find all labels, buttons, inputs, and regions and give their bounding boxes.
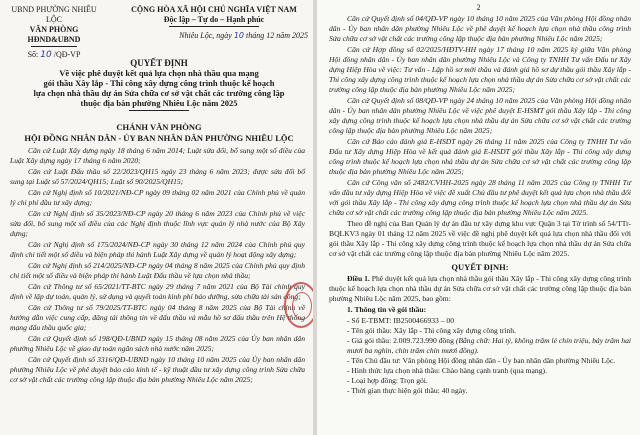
handwritten-day: 10 <box>233 31 244 40</box>
legal-basis-paragraph: Căn cứ Quyết định số 08/QĐ-VP ngày 24 tháng 10 năm 2025 của Văn phòng Hội đồng nhân dân - Ủy ban nhân dân phường Nhiêu Lộc về việc phê duyệt E-HSMT gói thầu Xây lắp - Thi công xây dựng công trình thuộc kế hoạch lựa chọn nhà thầu dự án Sửa chữa cơ sở vật chất các trường công lập thuộc địa bàn phường Nhiêu Lộc năm 2025; <box>329 96 631 135</box>
legal-basis-paragraph: Căn cứ Thông tư số 65/2021/TT-BTC ngày 29 tháng 7 năm 2021 của Bộ Tài chính quy định về lập dự toán, quản lý, sử dụng và quyết toán kinh phí bảo dưỡng, sửa chữa tài sản công; <box>10 282 305 301</box>
list-item <box>329 366 631 376</box>
legal-basis-paragraph: Căn cứ Công văn số 2482/CVHH-2025 ngày 28 tháng 11 năm 2025 của Công ty TNHH Tư vấn đầu tư xây dựng Hiệp Hòa về việc đề xuất Chủ đầu tư phê duyệt kết quả lựa chọn nhà thầu đối với gói thầu Xây lắp - Thi công xây dựng công trình thuộc kế hoạch lựa chọn nhà thầu dự án Sửa chữa cơ sở vật chất các trường công lập thuộc địa bàn phường Nhiêu Lộc năm 2025. <box>329 178 631 217</box>
title-line: lựa chọn nhà thầu dự án Sửa chữa cơ sở vật chất các trường công lập <box>33 88 285 98</box>
proposal-paragraph: Theo đề nghị của Ban Quản lý dự án đầu tư xây dựng khu vực Quận 3 tại Tờ trình số 54/TTr-BQLKV3 ngày 01 tháng 12 năm 2025 về việc đề nghị phê duyệt kết quả lựa chọn nhà thầu đối với gói thầu Xây lắp - Thi công xây dựng công trình thuộc kế hoạch lựa chọn nhà thầu dự án Sửa chữa cơ sở vật chất các trường công lập thuộc địa bàn phường Nhiêu Lộc năm 2025. <box>329 219 631 258</box>
red-seal-stamp <box>284 282 313 328</box>
list-item <box>329 356 631 366</box>
national-header <box>120 5 308 41</box>
article-label: Điều 1. <box>347 274 370 283</box>
legal-basis-paragraph: Căn cứ Quyết định số 3316/QĐ-UBND ngày 10 tháng 10 năm 2025 của Ủy ban nhân dân phường Nhiêu Lộc về phê duyệt báo cáo kinh tế - kỹ thuật đầu tư xây dựng công trình Sửa chữa cơ sở vật chất các trường công lập thuộc địa bàn phường Nhiêu Lộc năm 2025; <box>10 355 305 384</box>
legal-basis-paragraph: Căn cứ Thông tư số 79/2025/TT-BTC ngày 04 tháng 8 năm 2025 của Bộ Tài chính về hướng dẫn việc cung cấp, đăng tải thông tin về đấu thầu và mẫu hồ sơ đấu thầu trên Hệ thống mạng đấu thầu quốc gia; <box>10 303 305 332</box>
item-text: - Giá gói thầu: 2.009.723.990 đồng <box>347 336 454 345</box>
decision-heading: QUYẾT ĐỊNH: <box>451 262 509 272</box>
list-item <box>329 386 631 396</box>
legal-basis-paragraph: Căn cứ Hợp đồng số 02/2025/HĐTV-HH ngày 17 tháng 10 năm 2025 ký giữa Văn phòng Hội đồng nhân dân - Ủy ban nhân dân phường Nhiêu Lộc và Công ty TNHH Tư vấn Đấu tư Xây dựng Hiệp Hòa về việc: Tư vấn - Lập hồ sơ mời thầu và đánh giá hồ sơ dự thầu gói thầu Xây lắp - Thi công xây dựng công trình thuộc kế hoạch lựa chọn nhà thầu dự án Sửa chữa cơ sở vật chất các trường công lập thuộc địa bàn phường Nhiêu Lộc năm 2025; <box>329 45 631 94</box>
national-motto: Độc lập – Tự do – Hạnh phúc <box>163 15 265 24</box>
page-number: 2 <box>476 3 481 12</box>
header-underline <box>31 46 77 47</box>
document-date <box>120 31 308 41</box>
title-underline <box>129 110 189 111</box>
item-text: - Tên Chủ đầu tư: Văn phòng Hội đồng nhân dân - Ủy ban nhân dân phường Nhiêu Lộc. <box>347 356 616 365</box>
agency-line-2: VĂN PHÒNG HĐND&UBND <box>27 25 81 44</box>
title-line: Về việc phê duyệt kết quả lựa chọn nhà thầu qua mạng <box>59 68 259 78</box>
item-text: - Tên gói thầu: Xây lắp - Thi công xây dựng công trình. <box>347 326 516 335</box>
legal-basis-paragraph: Căn cứ Quyết định số 04/QĐ-VP ngày 10 tháng 10 năm 2025 của Văn phòng Hội đồng nhân dân - Ủy ban nhân dân phường Nhiêu Lộc về phê duyệt kế hoạch lựa chọn nhà thầu công trình Sửa chữa cơ sở vật chất các trường công lập thuộc địa bàn phường Nhiêu Lộc năm 2025; <box>329 14 631 43</box>
item-text: - Loại hợp đồng: Trọn gói. <box>347 376 428 385</box>
legal-basis-paragraph: Căn cứ Nghị định số 35/2023/NĐ-CP ngày 20 tháng 6 năm 2023 của Chính phủ về việc sửa đổi, bổ sung một số điều của các Nghị định thuộc lĩnh vực quản lý nhà nước của Bộ Xây dựng; <box>10 209 305 238</box>
authority-block <box>14 122 304 144</box>
list-item <box>329 376 631 386</box>
number-prefix: Số: <box>27 50 39 59</box>
legal-basis-paragraph: Căn cứ Luật Xây dựng ngày 18 tháng 6 năm 2014; Luật sửa đổi, bổ sung một số điều của Luật Xây dựng ngày 17 tháng 6 năm 2020; <box>10 146 305 165</box>
right-page-body <box>329 14 631 396</box>
right-document-page <box>317 0 640 435</box>
item-note: (Bằng chữ: Hai tỷ, không trăm lẻ chín triệu, bảy trăm hai mươi ba nghìn, chín trăm chín mươi đồng). <box>347 336 631 355</box>
list-item <box>329 326 631 336</box>
item-text: - Hình thức lựa chọn nhà thầu: Chào hàng cạnh tranh (qua mạng). <box>347 366 547 375</box>
list-item <box>329 316 631 326</box>
title-line: gói thầu Xây lắp - Thi công xây dựng công trình thuộc kế hoạch <box>43 78 275 88</box>
issuing-agency-header <box>4 5 104 60</box>
nation-name: CỘNG HÒA XÃ HỘI CHỦ NGHĨA VIỆT NAM <box>131 5 297 14</box>
item-text: - Thời gian thực hiện gói thầu: 40 ngày. <box>347 386 468 395</box>
legal-basis-paragraph: Căn cứ Luật Đấu thầu số 22/2023/QH15 ngày 23 tháng 6 năm 2023; được sửa đổi bổ sung tại Luật số 57/2024/QH15; Luật số 90/2025/QH15; <box>10 167 305 186</box>
section-subheading: 1. Thông tin về gói thầu: <box>347 305 427 314</box>
date-prefix: Nhiêu Lộc, ngày <box>179 31 232 40</box>
authority-body: HỘI ĐỒNG NHÂN DÂN - ỦY BAN NHÂN DÂN PHƯỜNG NHIÊU LỘC <box>24 133 294 143</box>
article-text: Phê duyệt kết quả lựa chọn nhà thầu gói thầu Xây lắp - Thi công xây dựng công trình thuộc kế hoạch lựa chọn nhà thầu dự án Sửa chữa cơ sở vật chất các trường công lập thuộc địa bàn phường Nhiêu Lộc năm 2025, bao gồm: <box>329 274 631 303</box>
document-type: QUYẾT ĐỊNH <box>130 58 188 68</box>
motto-underline <box>169 26 259 27</box>
legal-basis-paragraph: Căn cứ Nghị định số 214/2025/NĐ-CP ngày 04 tháng 8 năm 2025 của Chính phủ quy định chi tiết một số điều và biện pháp thi hành Luật Đấu thầu về lựa chọn nhà thầu; <box>10 261 305 280</box>
article-1 <box>329 274 631 304</box>
number-suffix: /QĐ-VP <box>53 50 81 59</box>
legal-basis-paragraph: Căn cứ Báo cáo đánh giá E-HSDT ngày 26 tháng 11 năm 2025 của Công ty TNHH Tư vấn Đấu tư Xây dựng Hiệp Hòa về kết quả đánh giá E-HSDT gói thầu Xây lắp - Thi công xây dựng công trình thuộc kế hoạch lựa chọn nhà thầu dự án Sửa chữa cơ sở vật chất các trường công lập thuộc địa bàn phường Nhiêu Lộc năm 2025; <box>329 137 631 176</box>
list-item <box>329 336 631 356</box>
decision-title-block <box>14 58 304 111</box>
legal-basis-paragraph: Căn cứ Nghị định số 10/2021/NĐ-CP ngày 09 tháng 02 năm 2021 của Chính phủ về quản lý chi phí đầu tư xây dựng; <box>10 188 305 207</box>
item-text: - Số E-TBMT: IB2500466933 – 00 <box>347 316 454 325</box>
legal-basis-list <box>10 146 305 386</box>
title-line: thuộc địa bàn phường Nhiêu Lộc năm 2025 <box>80 98 238 108</box>
legal-basis-paragraph: Căn cứ Nghị định số 175/2024/NĐ-CP ngày 30 tháng 12 năm 2024 của Chính phủ quy định chi tiết một số điều và biện pháp thi hành Luật Xây dựng về quản lý hoạt động xây dựng; <box>10 240 305 259</box>
date-suffix: tháng 12 năm 2025 <box>246 31 308 40</box>
left-document-page <box>0 0 313 435</box>
handwritten-number: 10 <box>40 50 52 60</box>
legal-basis-paragraph: Căn cứ Quyết định số 198/QĐ-UBND ngày 15 tháng 08 năm 2025 của Ủy ban nhân dân phường Nhiêu Lộc về giao dự toán ngân sách nhà nước năm 2025; <box>10 334 305 353</box>
authority-title: CHÁNH VĂN PHÒNG <box>116 122 202 132</box>
agency-line-1: UBND PHƯỜNG NHIÊU LỘC <box>11 5 97 24</box>
